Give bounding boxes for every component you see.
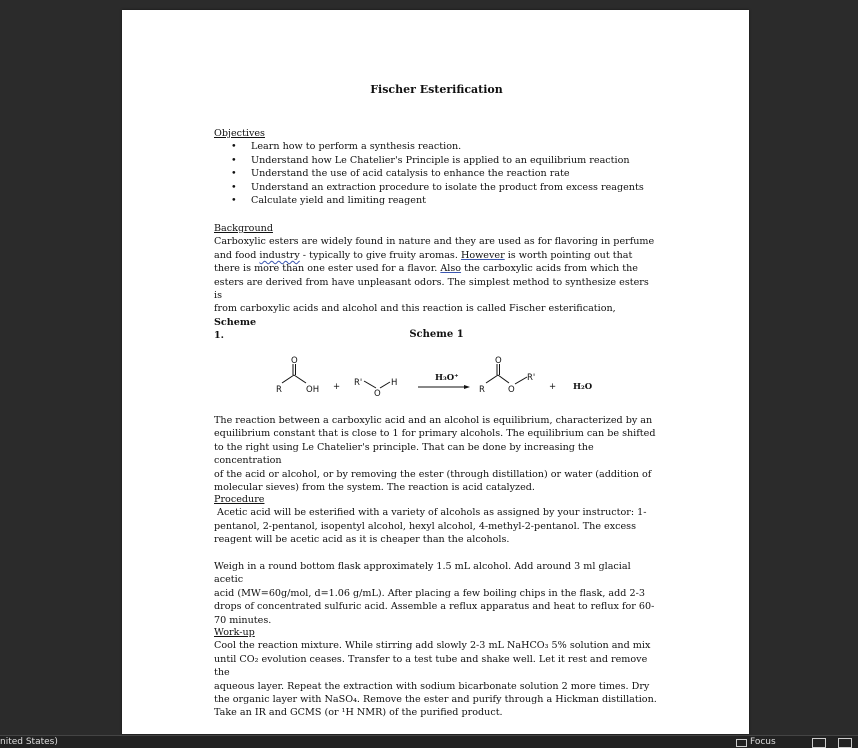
focus-icon[interactable] — [736, 739, 747, 747]
plus-sign: + — [333, 382, 341, 392]
workup-section — [214, 626, 659, 720]
document-page — [122, 10, 749, 734]
paragraph-line: 70 minutes. — [214, 614, 272, 626]
paragraph-line: the organic layer with NaSO₄. Remove the ester and purify through a Hickman distillation. — [214, 694, 657, 706]
procedure-paragraph-2 — [214, 560, 659, 627]
atom-r: R — [276, 385, 282, 395]
scheme-title: Scheme 1 — [409, 329, 464, 340]
paragraph-line: The reaction between a carboxylic acid and an alcohol is equilibrium, characterized by an — [214, 415, 653, 426]
atom-o: O — [508, 385, 515, 395]
paragraph-line: molecular sieves) from the system. The reaction is acid catalyzed. — [214, 482, 535, 494]
language-indicator[interactable]: nited States) — [0, 737, 58, 747]
background-line: 1. — [214, 330, 225, 342]
text-run: industry — [259, 249, 300, 261]
water-label: H₂O — [573, 382, 593, 392]
bond-line — [498, 375, 509, 383]
bond-line — [294, 375, 306, 383]
paragraph-line: Take an IR and GCMS (or ¹H NMR) of the purified product. — [214, 707, 503, 719]
equilibrium-paragraph — [214, 414, 659, 494]
bond-line — [364, 381, 376, 388]
bond-line — [282, 375, 294, 383]
atom-h: H — [391, 378, 398, 388]
background-line: esters are derived from have unpleasant odors. The simplest method to synthesize esters is — [214, 276, 649, 302]
list-item: • Learn how to perform a synthesis reaction. — [214, 140, 659, 153]
text-run: from carboxylic acids and alcohol and this reaction is called Fischer esterification, — [214, 303, 616, 315]
background-line — [214, 302, 659, 329]
reaction-scheme — [272, 355, 612, 403]
atom-r: R — [479, 385, 485, 395]
paragraph-line: drops of concentrated sulfuric acid. Assemble a reflux apparatus and heat to reflux for 60- — [214, 601, 655, 613]
atom-rprime: R' — [527, 373, 536, 383]
document-title: Fischer Esterification — [370, 83, 503, 96]
text-run: there is more than one ester used for a flavor. — [214, 263, 441, 275]
paragraph-line: of the acid or alcohol, or by removing the ester (through distillation) or water (addition of — [214, 468, 652, 480]
background-line — [214, 262, 659, 275]
procedure-section — [214, 493, 659, 547]
atom-o: O — [495, 356, 502, 366]
paragraph-line: Acetic acid will be esterified with a variety of alcohols as assigned by your instructor: 1- — [214, 507, 647, 519]
catalyst-label: H₃O⁺ — [435, 373, 459, 383]
paragraph-line: aqueous layer. Repeat the extraction with sodium bicarbonate solution 2 more times. Dry — [214, 680, 650, 692]
paragraph-line: Cool the reaction mixture. While stirring add slowly 2-3 mL NaHCO₃ 5% solution and mix — [214, 640, 651, 652]
atom-rprime: R' — [354, 378, 363, 388]
text-run: - typically to give fruity aromas. — [299, 249, 461, 261]
text-run: Scheme — [214, 316, 257, 328]
background-heading: Background — [214, 223, 273, 234]
objectives-heading: Objectives — [214, 128, 265, 139]
arrow-head — [464, 385, 470, 389]
text-run: However — [460, 249, 505, 261]
paragraph-line: reagent will be acetic acid as it is cheaper than the alcohols. — [214, 534, 510, 546]
focus-button[interactable]: Focus — [750, 737, 776, 747]
text-run: Also — [440, 263, 462, 275]
procedure-heading: Procedure — [214, 494, 265, 505]
background-line — [214, 249, 659, 262]
list-item: • Understand the use of acid catalysis to enhance the reaction rate — [214, 167, 659, 180]
list-item: • Understand how Le Chatelier's Principle is applied to an equilibrium reaction — [214, 154, 659, 167]
paragraph-line: pentanol, 2-pentanol, isopentyl alcohol, hexyl alcohol, 4-methyl-2-pentanol. The excess — [214, 520, 637, 532]
workup-heading: Work-up — [214, 627, 255, 638]
objectives-list — [214, 140, 659, 207]
atom-oh: OH — [306, 385, 320, 395]
text-run: the carboxylic acids from which the — [461, 263, 638, 275]
status-bar — [0, 735, 858, 748]
paragraph-line: acid (MW=60g/mol, d=1.06 g/mL). After placing a few boiling chips in the flask, add 2-3 — [214, 587, 645, 599]
atom-o: O — [374, 389, 381, 399]
bond-line — [380, 382, 390, 388]
bond-line — [486, 375, 498, 383]
list-item: • Calculate yield and limiting reagent — [214, 194, 659, 207]
bond-line — [515, 377, 527, 384]
paragraph-line: until CO₂ evolution ceases. Transfer to a test tube and shake well. Let it rest and remove the — [214, 653, 648, 679]
paragraph-line: Weigh in a round bottom flask approximately 1.5 mL alcohol. Add around 3 ml glacial acetic — [214, 561, 631, 586]
background-line: Carboxylic esters are widely found in nature and they are used as for flavoring in perfume — [214, 236, 655, 248]
atom-o: O — [291, 356, 298, 366]
background-section — [214, 222, 659, 343]
paragraph-line: equilibrium constant that is close to 1 for primary alcohols. The equilibrium can be shifted — [214, 428, 656, 440]
paragraph-line: to the right using Le Chatelier's principle. That can be done by increasing the concentration — [214, 441, 594, 467]
list-item: • Understand an extraction procedure to isolate the product from excess reagents — [214, 181, 659, 194]
text-run: and food — [214, 249, 260, 261]
text-run: is worth pointing out that — [504, 249, 633, 261]
plus-sign: + — [549, 382, 557, 392]
objectives-section — [214, 127, 659, 207]
